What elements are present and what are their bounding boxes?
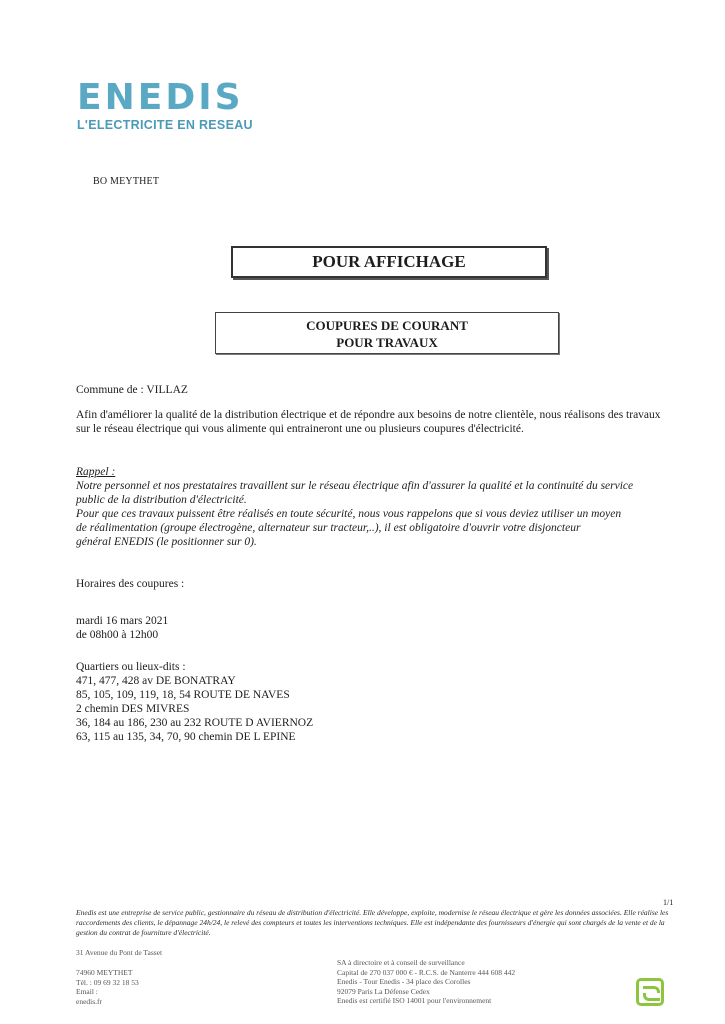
footer-company-info [337,958,515,1006]
commune-line: Commune de : VILLAZ [76,384,188,396]
footer-address: 31 Avenue du Pont de Tasset [76,948,163,957]
place-item: 2 chemin DES MIVRES [76,703,190,715]
places-heading: Quartiers ou lieux-dits : [76,661,186,673]
notice-subtitle-box [215,312,559,354]
rappel-section [76,465,681,549]
footer-phone: Tél. : 09 69 32 18 53 [76,977,139,987]
intro-paragraph: Afin d'améliorer la qualité de la distribution électrique et de répondre aux besoins de notre clientèle, nous réalisons des travaux sur le réseau électrique qui vous alimente qui entraineront une ou plusieurs coupures d'électricité. [76,409,661,435]
place-item: 63, 115 au 135, 34, 70, 90 chemin DE L EPINE [76,731,296,743]
schedule-time: de 08h00 à 12h00 [76,629,159,641]
enedis-logo [77,77,253,132]
legal-notice: Enedis est une entreprise de service public, gestionnaire du réseau de distribution d'électricité. Elle développe, exploite, modernise le réseau électrique et gère les données associées. Elle réalise les raccordements des clients, le dépannage 24h/24, le relevé des compteurs et toutes les interventions techniques. Elle est indépendante des fournisseurs d'énergie qui sont chargés de la vente et de la gestion du contrat de fourniture d'électricité. [76,908,669,937]
place-item: 85, 105, 109, 119, 18, 54 ROUTE DE NAVES [76,689,290,701]
logo-tagline: L'ELECTRICITE EN RESEAU [77,118,253,132]
company-line: Enedis est certifié ISO 14001 pour l'environnement [337,996,492,1005]
company-line: Capital de 270 037 000 € - R.C.S. de Nanterre 444 608 442 [337,967,516,977]
notice-title: POUR AFFICHAGE [231,246,547,278]
rappel-line: Notre personnel et nos prestataires travaillent sur le réseau électrique afin d'assurer la qualité et la continuité du service [76,480,634,492]
rappel-line: public de la distribution d'électricité. [76,494,247,506]
enedis-mark-icon [636,978,664,1006]
place-item: 471, 477, 428 av DE BONATRAY [76,675,236,687]
footer-email: Email : [76,987,98,996]
company-line: Enedis - Tour Enedis - 34 place des Corolles [337,977,471,986]
rappel-line: général ENEDIS (le positionner sur 0). [76,536,257,548]
logo-wordmark [77,77,253,118]
rappel-line: de réalimentation (groupe électrogène, alternateur sur tracteur,..), il est obligatoire d'ouvrir votre disjoncteur [76,522,581,534]
company-line: SA à directoire et à conseil de surveillance [337,958,465,967]
footer-contact [76,968,139,1006]
company-line: 92079 Paris La Défense Cedex [337,986,430,996]
footer-website-link[interactable]: enedis.fr [76,996,103,1006]
rappel-title: Rappel : [76,466,116,478]
page-number: 1/1 [663,898,674,907]
schedule-date: mardi 16 mars 2021 [76,615,169,627]
rappel-line: Pour que ces travaux puissent être réalisés en toute sécurité, nous vous rappelons que si vous deviez utiliser un moyen [76,508,622,520]
places-list [76,660,313,744]
place-item: 36, 184 au 186, 230 au 232 ROUTE D AVIERNOZ [76,717,314,729]
office-name: BO MEYTHET [93,176,160,187]
horaires-label: Horaires des coupures : [76,578,185,590]
schedule-block [76,614,168,642]
subtitle-line-2: POUR TRAVAUX [336,335,438,350]
subtitle-line-1: COUPURES DE COURANT [306,318,468,333]
footer-city: 74960 MEYTHET [76,968,133,977]
logo-brand: ENEDIS [77,77,244,118]
